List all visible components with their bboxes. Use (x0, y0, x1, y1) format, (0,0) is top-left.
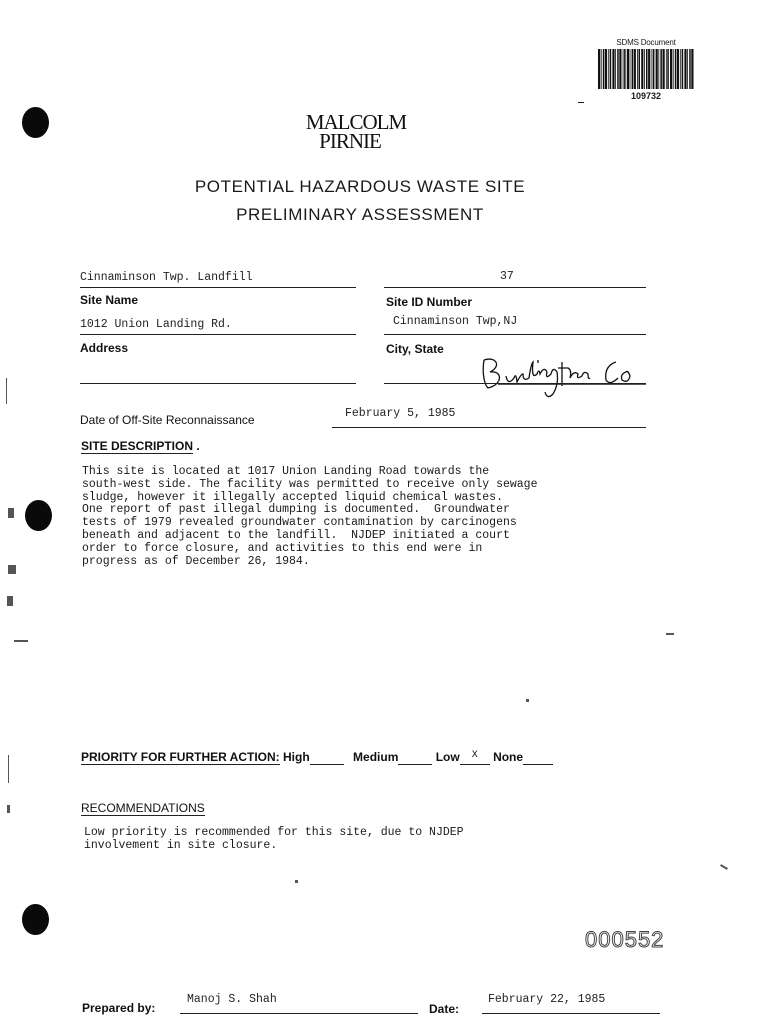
recommendations-text: Low priority is recommended for this site, due to NJDEP involvement in site closure. (84, 826, 464, 852)
page-title: POTENTIAL HAZARDOUS WASTE SITE (194, 177, 526, 196)
recon-date-value: February 5, 1985 (345, 407, 456, 420)
sdms-document-stamp (596, 38, 696, 101)
recommendations-heading-text: RECOMMENDATIONS (81, 801, 205, 815)
scan-speck (295, 880, 298, 883)
priority-high-blank (310, 751, 344, 765)
scan-edge-mark (7, 596, 13, 606)
barcode-icon (597, 49, 695, 89)
priority-low-mark: X (460, 751, 490, 765)
logo-line-1: MALCOLM (305, 110, 407, 134)
scan-edge-mark (8, 508, 14, 518)
scan-edge-mark (6, 378, 7, 404)
heading-suffix: . (196, 439, 200, 453)
malcolm-pirnie-logo (296, 110, 416, 153)
priority-label: PRIORITY FOR FURTHER ACTION: (81, 750, 280, 764)
site-name-rule (80, 287, 356, 288)
handwritten-county-text: Burlington Co (498, 382, 505, 383)
prepared-by-rule (180, 1013, 418, 1014)
handwritten-county-annotation (478, 352, 648, 402)
priority-row (81, 750, 553, 765)
site-id-label: Site ID Number (386, 295, 473, 309)
date-label: Date: (429, 1002, 460, 1016)
logo-line-2: PIRNIE (319, 129, 381, 153)
site-id-rule (384, 287, 646, 288)
scan-edge-mark (8, 565, 16, 574)
punch-hole (25, 500, 52, 531)
county-rule (384, 383, 646, 384)
address-label: Address (80, 341, 129, 355)
city-state-rule (384, 334, 646, 335)
scan-edge-mark (7, 805, 10, 813)
sdms-number: 109732 (630, 91, 662, 101)
prepared-by-value: Manoj S. Shah (187, 993, 277, 1006)
scan-speck (720, 864, 728, 870)
scan-edge-mark (14, 640, 28, 642)
recommendations-heading (81, 801, 205, 815)
priority-high-label: High (283, 750, 310, 764)
stray-mark (578, 102, 584, 103)
site-description-heading-text: SITE DESCRIPTION (81, 439, 194, 453)
site-description-heading (81, 439, 200, 453)
blank-rule (80, 383, 356, 384)
punch-hole (22, 107, 49, 138)
recon-label: Date of Off-Site Reconnaissance (80, 413, 255, 427)
site-name-label: Site Name (80, 293, 139, 307)
site-description-text: This site is located at 1017 Union Landing Road towards the south-west side. The facility was permitted to receive only sewage sludge, however it illegally accepted liquid chemical wastes. One report of past illegal dumping is documented. Groundwater tests of 1979 revealed groundwater contamination by carcinogens beneath and adjacent to the landfill. NJDEP initiated a court order to force closure, and activities to this end were in progress as of December 26, 1984. (82, 465, 538, 568)
prepared-date-value: February 22, 1985 (488, 993, 606, 1006)
site-name-value: Cinnaminson Twp. Landfill (80, 271, 253, 284)
page-stamp-number: 000552 (585, 927, 665, 952)
address-value: 1012 Union Landing Rd. (80, 318, 232, 331)
site-id-value: 37 (500, 270, 514, 283)
scan-speck (666, 633, 674, 635)
prepared-date-rule (482, 1013, 660, 1014)
city-state-label: City, State (386, 342, 444, 356)
priority-low-label: Low (435, 750, 460, 764)
priority-medium-label: Medium (353, 750, 399, 764)
priority-none-blank (523, 751, 553, 765)
scan-speck (526, 699, 529, 702)
scan-edge-mark (8, 755, 9, 783)
sdms-label: SDMS Document (616, 38, 676, 47)
city-state-value: Cinnaminson Twp,NJ (393, 315, 518, 328)
punch-hole (22, 904, 49, 935)
recon-rule (332, 427, 646, 428)
page-subtitle: PRELIMINARY ASSESSMENT (236, 205, 484, 224)
prepared-by-label: Prepared by: (82, 1001, 156, 1015)
priority-none-label: None (493, 750, 524, 764)
address-rule (80, 334, 356, 335)
priority-medium-blank (398, 751, 432, 765)
